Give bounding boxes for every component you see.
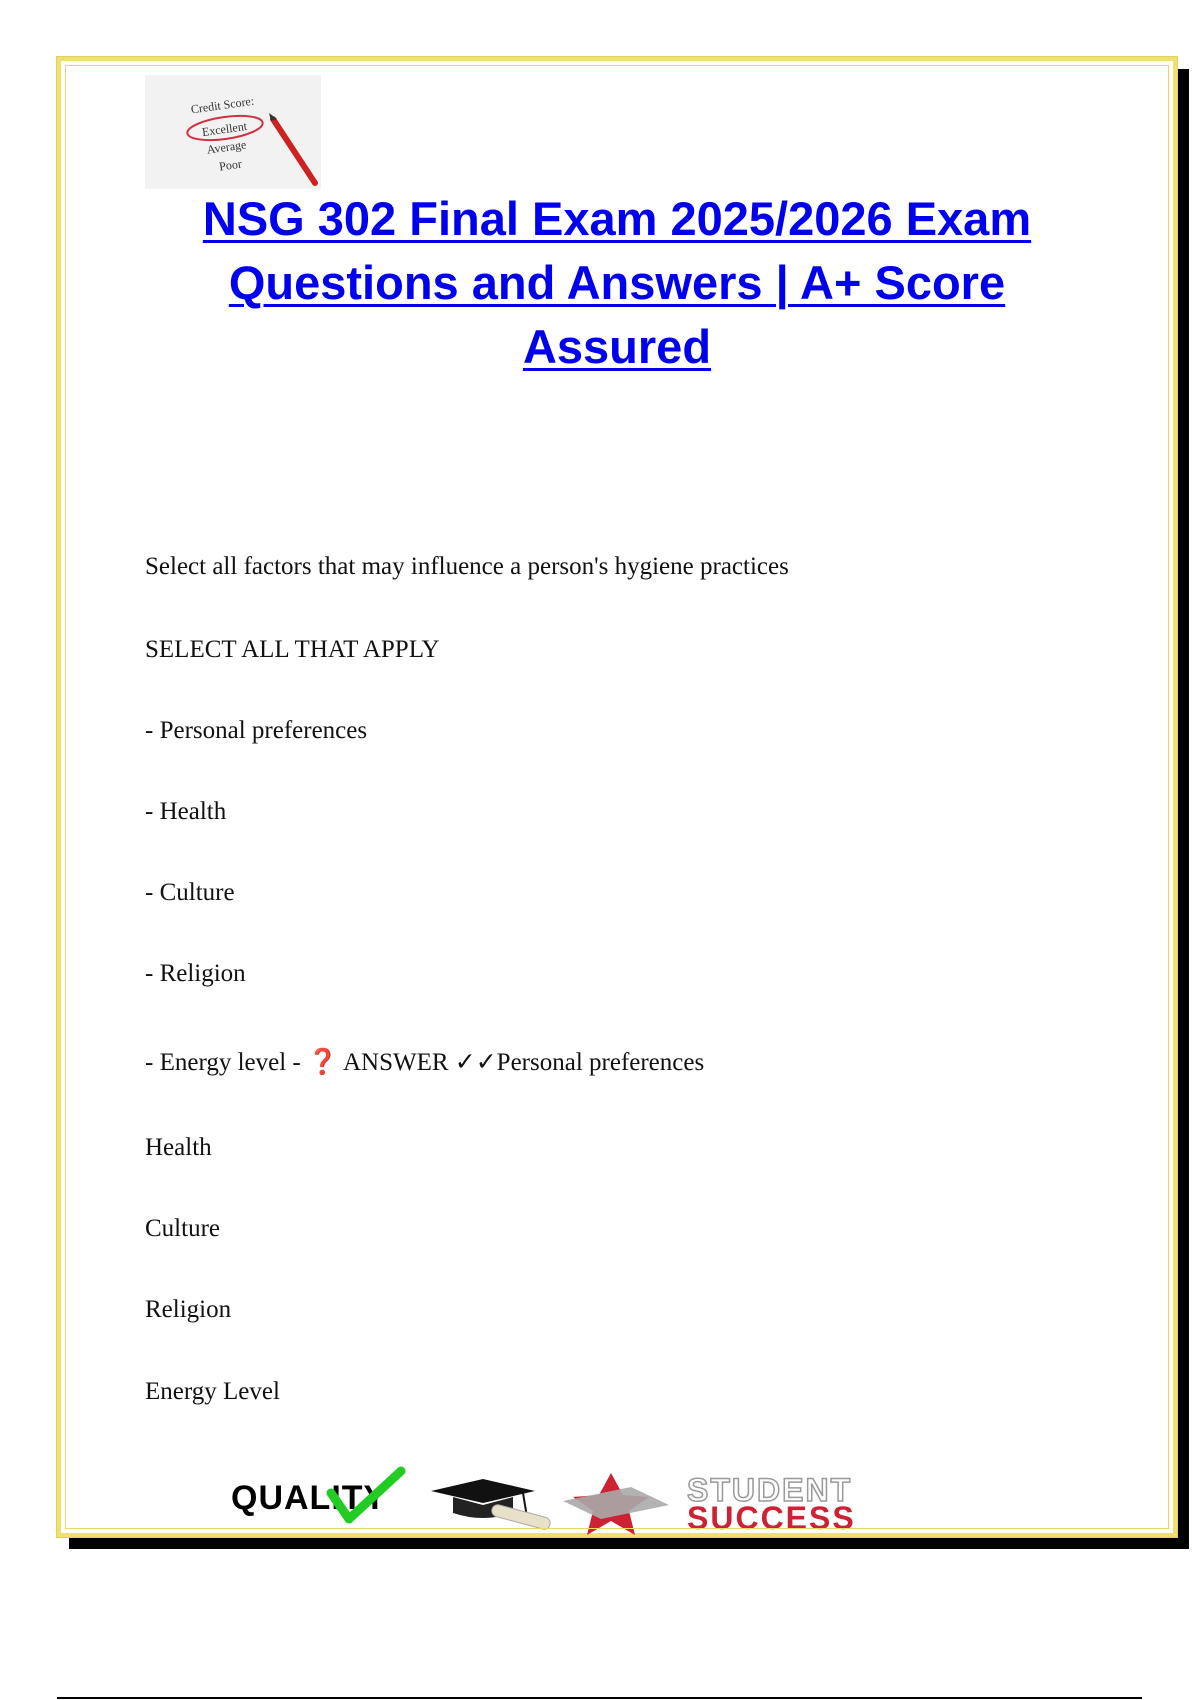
title-link[interactable]: NSG 302 Final Exam 2025/2026 Exam Questions and Answers | A+ Score Assured bbox=[202, 192, 1032, 373]
answer-item: Religion bbox=[145, 1296, 232, 1323]
question-text: Select all factors that may influence a person's hygiene practices bbox=[145, 553, 789, 580]
success-text: SUCCESS bbox=[687, 1500, 856, 1536]
answer-item: Culture bbox=[145, 1215, 220, 1242]
option-item: - Culture bbox=[145, 879, 235, 906]
star-icon bbox=[563, 1473, 669, 1535]
credit-line-4: Poor bbox=[218, 156, 243, 174]
instruction-text: SELECT ALL THAT APPLY bbox=[145, 636, 440, 663]
option-item: - Personal preferences bbox=[145, 717, 368, 744]
credit-line-1: Credit Score: bbox=[189, 93, 255, 117]
credit-line-2: Excellent bbox=[201, 118, 248, 140]
document-title[interactable] bbox=[61, 187, 1173, 379]
footer-logos-art bbox=[161, 1461, 1111, 1541]
quality-logo bbox=[231, 1471, 401, 1519]
graduation-cap-icon bbox=[431, 1479, 552, 1531]
student-text: STUDENT bbox=[687, 1472, 853, 1508]
page-frame bbox=[57, 57, 1177, 1537]
credit-score-image bbox=[145, 75, 321, 189]
quality-text: QUALITY bbox=[231, 1479, 388, 1517]
credit-line-3: Average bbox=[205, 137, 248, 157]
option-item-answer: - Energy level - ❓ ANSWER ✓✓Personal preferences bbox=[145, 1049, 705, 1076]
answer-item: Energy Level bbox=[145, 1378, 280, 1405]
answer-item: Health bbox=[145, 1134, 212, 1161]
credit-score-illustration bbox=[145, 75, 321, 189]
option-item: - Religion bbox=[145, 960, 246, 987]
option-item: - Health bbox=[145, 798, 227, 825]
bottom-rule bbox=[57, 1697, 1142, 1699]
footer-logos bbox=[161, 1461, 1111, 1541]
